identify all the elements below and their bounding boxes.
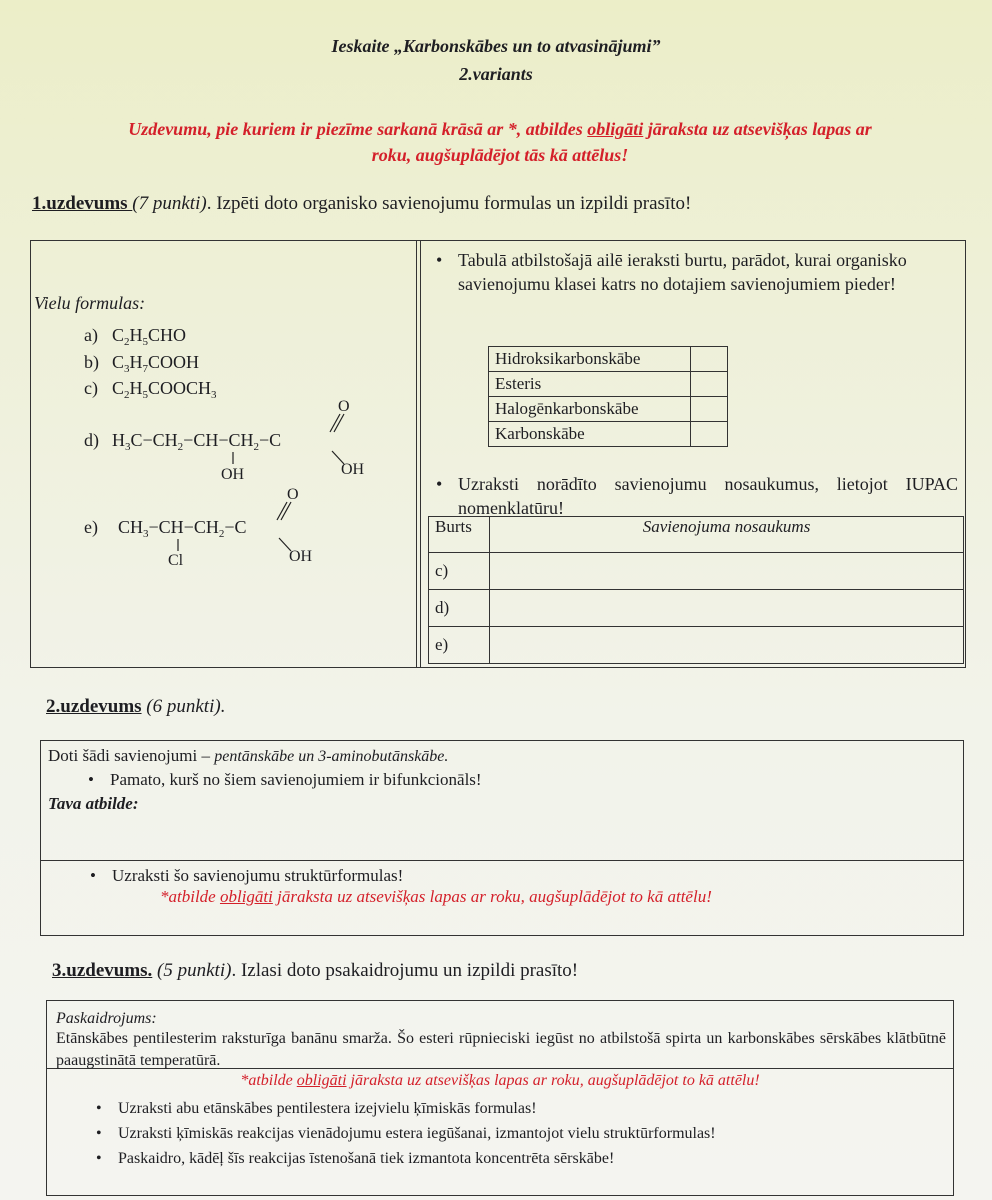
box-divider — [420, 240, 421, 668]
explanation-label: Paskaidrojums: — [56, 1010, 157, 1027]
task3-text: . Izlasi doto psakaidrojumu un izpildi prasīto! — [231, 960, 579, 981]
formula-a: $C_2H_5CHO$ — [112, 325, 187, 348]
formula-d-oh: OH — [221, 466, 245, 483]
formula-letter-d: d) — [84, 430, 99, 450]
formulas-label: Vielu formulas: — [34, 293, 146, 313]
class-answer-cell[interactable] — [691, 347, 728, 372]
task1-label: 1.uzdevums — [32, 193, 133, 214]
names-row-letter: c) — [429, 553, 490, 590]
class-cell: Esteris — [489, 372, 691, 397]
task1-heading — [32, 193, 691, 215]
task3-red-note — [0, 1072, 992, 1090]
task3-red-text-2: jāraksta uz atsevišķas lapas ar roku, augšuplādējot to kā attēlu! — [346, 1072, 760, 1089]
formula-c: $C_2H_5COOCH_3$ — [112, 378, 217, 401]
formula-d-vertical-bond — [230, 452, 236, 466]
names-header-name: Savienojuma nosaukums — [490, 517, 964, 553]
names-row-answer[interactable] — [490, 627, 964, 664]
task1-text: . Izpēti doto organisko savienojumu formulas un izpildi prasīto! — [206, 193, 692, 214]
formula-letter-e: e) — [84, 517, 98, 537]
task2-points: (6 punkti). — [146, 696, 226, 717]
task3-red-underlined: obligāti — [296, 1072, 347, 1089]
note-text-3: roku, augšuplādējot tās kā attēlus! — [371, 145, 629, 165]
task1-bullet-2: • Uzraksti norādīto savienojumu nosaukumus, lietojot IUPAC nomenklatūru! — [458, 472, 958, 520]
formula-e-oh: OH — [289, 548, 313, 565]
task1-points: (7 punkti) — [132, 193, 207, 214]
formula-d-oh-acid: OH — [341, 461, 365, 478]
formula-d-double-bond — [326, 412, 346, 434]
names-table — [428, 516, 964, 664]
task2-answer-area[interactable] — [42, 818, 958, 856]
document-title: Ieskaite „Karbonskābes un to atvasinājumi” — [331, 36, 661, 56]
class-answer-cell[interactable] — [691, 422, 728, 447]
task2-intro-text: Doti šādi savienojumi – — [48, 746, 215, 765]
formula-d-oxygen: O — [338, 398, 350, 415]
task2-intro — [48, 746, 448, 766]
class-table — [488, 346, 728, 447]
task2-bullet-2: • Uzraksti šo savienojumu struktūrformulas! — [112, 866, 403, 886]
task2-label: 2.uzdevums — [46, 696, 142, 717]
answer-label: Tava atbilde: — [48, 794, 139, 813]
task2-bullet-1: • Pamato, kurš no šiem savienojumiem ir bifunkcionāls! — [110, 770, 482, 790]
names-header-letter: Burts — [429, 517, 490, 553]
formula-b: $C_3H_7COOH$ — [112, 352, 200, 375]
task3-heading — [52, 960, 578, 982]
task2-divider — [40, 860, 964, 861]
task2-red-text-1: *atbilde — [160, 887, 220, 906]
task3-bullet-2: • Uzraksti ķīmiskās reakcijas vienādojumu estera iegūšanai, izmantojot vielu struktūrformulas! — [118, 1125, 716, 1143]
task3-bullet-1: • Uzraksti abu etānskābes pentilestera izejvielu ķīmiskās formulas! — [118, 1100, 537, 1118]
names-row-letter: d) — [429, 590, 490, 627]
variant-label: 2.variants — [459, 64, 533, 84]
names-row-letter: e) — [429, 627, 490, 664]
task2-heading — [46, 696, 225, 718]
class-answer-cell[interactable] — [691, 372, 728, 397]
task1-bullet-1: • Tabulā atbilstošajā ailē ieraksti burtu, parādot, kurai organisko savienojumu klasei katrs no dotajiem savienojumiem pieder! — [458, 248, 956, 296]
formula-letter-c: c) — [84, 378, 98, 398]
names-row-answer[interactable] — [490, 553, 964, 590]
class-answer-cell[interactable] — [691, 397, 728, 422]
formula-letter-b: b) — [84, 352, 99, 372]
task3-points: (5 punkti) — [157, 960, 232, 981]
formula-e-oxygen: O — [287, 486, 299, 503]
note-text-1: Uzdevumu, pie kuriem ir piezīme sarkanā krāsā ar *, atbildes — [128, 119, 588, 139]
formula-e-main: $CH_3-CH-CH_2-C$ — [118, 517, 247, 540]
task2-compounds: pentānskābe un 3-aminobutānskābe. — [214, 748, 449, 765]
class-cell: Hidroksikarbonskābe — [489, 347, 691, 372]
instruction-note — [40, 116, 960, 168]
explanation-text: Etānskābes pentilesterim raksturīga banānu smarža. Šo esteri rūpnieciski iegūst no atbilstošā spirta un karbonskābes sērskābes klātbūtnē paaugstinātā temperatūrā. — [56, 1030, 946, 1069]
names-row-answer[interactable] — [490, 590, 964, 627]
task3-label: 3.uzdevums. — [52, 960, 153, 981]
task3-bullet-3: • Paskaidro, kādēļ šīs reakcijas īstenošanā tiek izmantota koncentrēta sērskābe! — [118, 1150, 614, 1168]
formula-letter-a: a) — [84, 325, 98, 345]
task2-red-note — [160, 887, 712, 907]
formula-e-vertical-bond — [175, 539, 181, 553]
note-text-2: jāraksta uz atsevišķas lapas ar — [643, 119, 872, 139]
formula-e-double-bond — [273, 500, 293, 522]
formula-e-cl: Cl — [168, 552, 184, 569]
note-underlined: obligāti — [587, 119, 644, 139]
class-cell: Karbonskābe — [489, 422, 691, 447]
task3-red-text-1: *atbilde — [240, 1072, 297, 1089]
formula-d-main: $H_3C-CH_2-CH-CH_2-C$ — [112, 430, 282, 453]
task2-red-underlined: obligāti — [219, 887, 273, 906]
task2-red-text-2: jāraksta uz atsevišķas lapas ar roku, augšuplādējot to kā attēlu! — [272, 887, 712, 906]
class-cell: Halogēnkarbonskābe — [489, 397, 691, 422]
